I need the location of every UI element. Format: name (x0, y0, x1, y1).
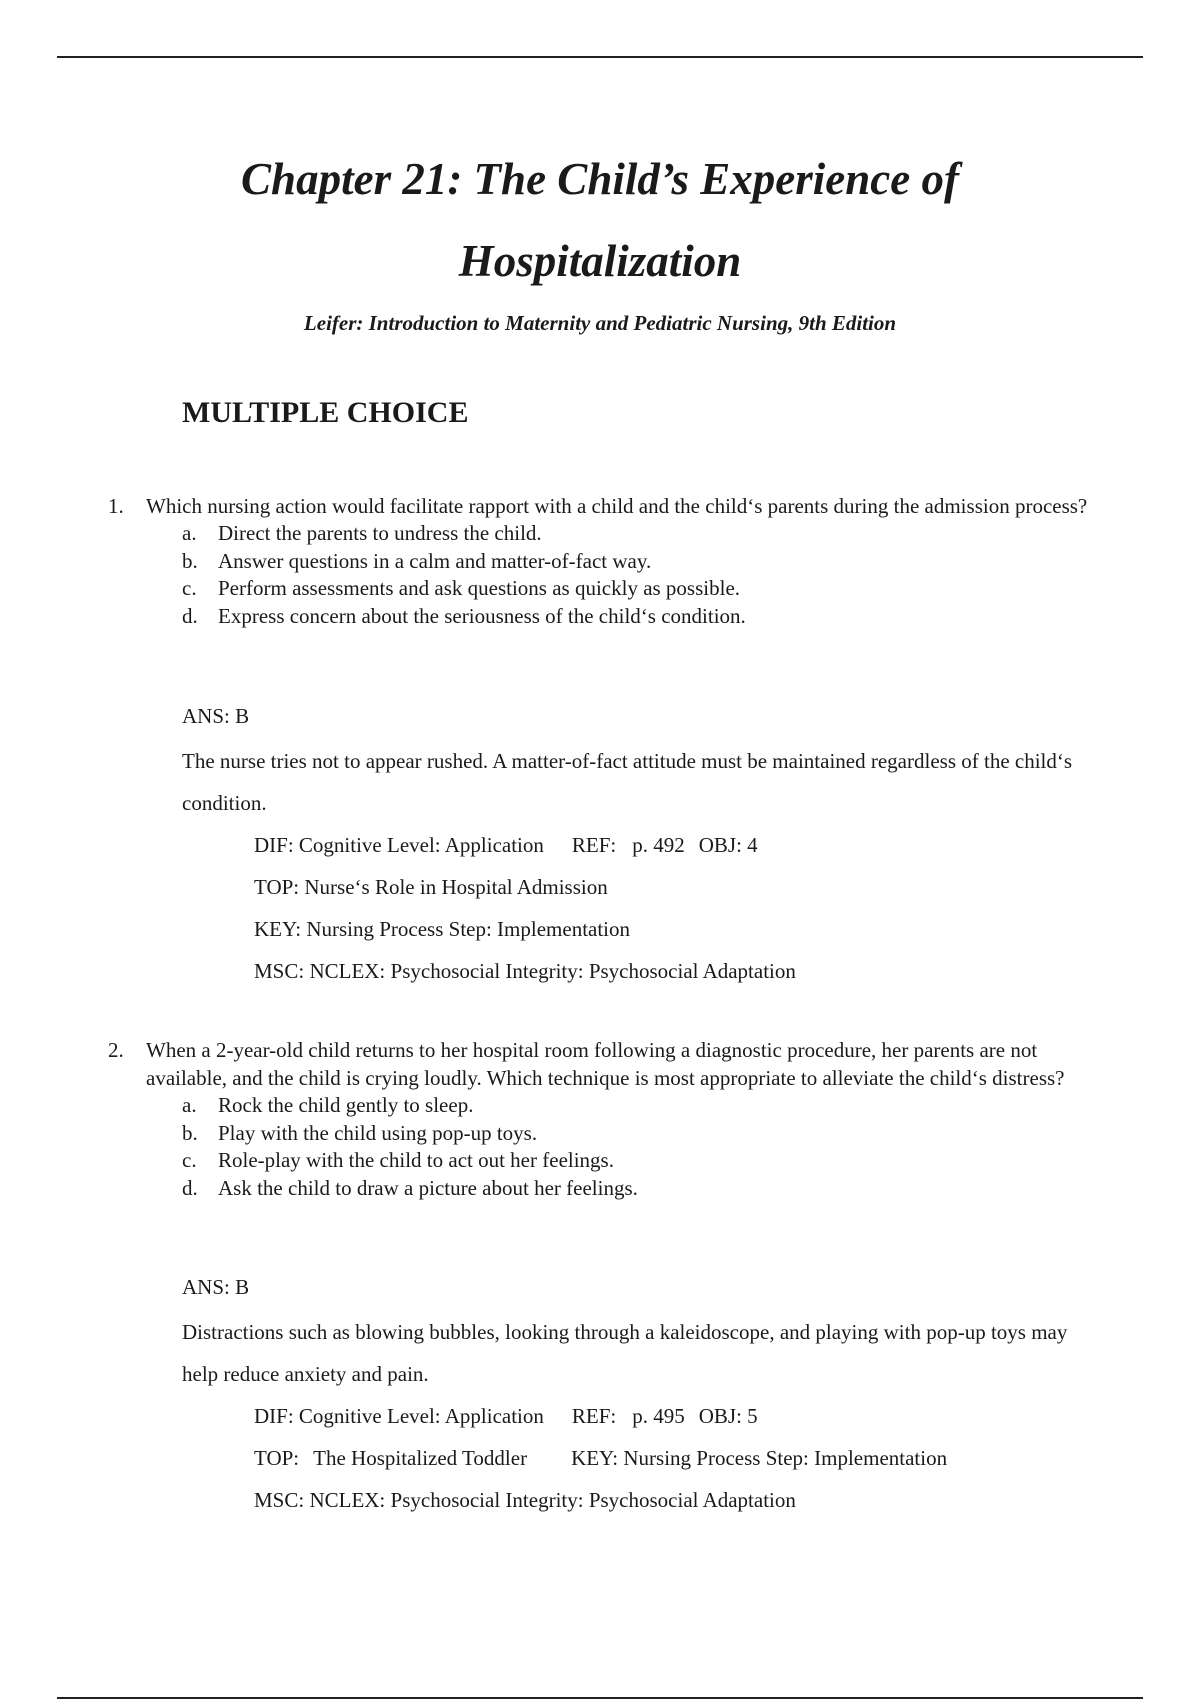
option-letter: b. (182, 1120, 198, 1145)
meta-row-top-key (254, 1437, 1088, 1479)
answer-options (108, 520, 1088, 630)
option-letter: a. (182, 521, 197, 545)
keyword: KEY: Nursing Process Step: Implementation (571, 1446, 948, 1470)
top-divider (57, 56, 1143, 58)
question-text: Which nursing action would facilitate rapport with a child and the child‘s parents during the admission process? (146, 494, 1088, 518)
question-number: 1. (108, 494, 124, 518)
chapter-title-line-2: Hospitalization (458, 236, 742, 286)
reference-label: REF: (571, 833, 617, 857)
option-text: Role-play with the child to act out her feelings. (218, 1148, 614, 1172)
answer-key: ANS: B (182, 704, 250, 728)
option-letter: d. (182, 1175, 198, 1200)
chapter-title-line-1: Chapter 21: The Child’s Experience of (241, 154, 959, 204)
option-letter: d. (182, 603, 198, 628)
option-letter: b. (182, 548, 198, 573)
reference-label: REF: (571, 1404, 617, 1428)
option-text: Ask the child to draw a picture about her feelings. (218, 1175, 638, 1200)
answer-rationale: Distractions such as blowing bubbles, looking through a kaleidoscope, and playing with pop-up toys may help reduce anxiety and pain. (182, 1320, 1068, 1386)
option-d (182, 1175, 1088, 1203)
nclex-category: MSC: NCLEX: Psychosocial Integrity: Psychosocial Adaptation (254, 959, 796, 983)
chapter-title (0, 138, 1200, 302)
topic-label: TOP: (254, 1446, 300, 1470)
question-metadata (182, 824, 1088, 992)
answer-block-2 (182, 1273, 1088, 1521)
answer-block-1 (182, 702, 1088, 992)
question-stem (108, 492, 1088, 520)
question-number: 2. (108, 1038, 124, 1062)
answer-key: ANS: B (182, 1275, 250, 1299)
reference-page: p. 492 (632, 833, 685, 857)
question-1 (108, 492, 1088, 630)
reference-page: p. 495 (632, 1404, 685, 1428)
meta-row-dif-ref-obj (254, 824, 1088, 866)
question-metadata (182, 1395, 1088, 1521)
option-d (182, 603, 1088, 631)
option-text: Play with the child using pop-up toys. (218, 1120, 538, 1145)
bottom-divider (57, 1697, 1143, 1699)
question-2 (108, 1036, 1088, 1202)
option-letter: c. (182, 576, 197, 600)
objective: OBJ: 4 (698, 833, 758, 857)
option-text: Express concern about the seriousness of the child‘s condition. (218, 603, 746, 628)
option-c (182, 575, 1088, 603)
answer-rationale: The nurse tries not to appear rushed. A matter-of-fact attitude must be maintained regardless of the child‘s condition. (182, 749, 1073, 815)
answer-options (108, 1092, 1088, 1202)
book-subtitle: Leifer: Introduction to Maternity and Pediatric Nursing, 9th Edition (303, 311, 897, 335)
question-stem (108, 1036, 1088, 1092)
difficulty: DIF: Cognitive Level: Application (254, 1404, 544, 1428)
option-text: Direct the parents to undress the child. (218, 521, 542, 545)
meta-row-dif-ref-obj (254, 1395, 1088, 1437)
option-a (182, 1092, 1088, 1120)
option-letter: a. (182, 1093, 197, 1117)
option-b (182, 548, 1088, 576)
nclex-category: MSC: NCLEX: Psychosocial Integrity: Psychosocial Adaptation (254, 1488, 796, 1512)
question-text: When a 2-year-old child returns to her hospital room following a diagnostic procedure, her parents are not available, and the child is crying loudly. Which technique is most appropriate to alleviate the child‘s distress? (146, 1038, 1065, 1090)
section-heading: MULTIPLE CHOICE (182, 396, 469, 429)
option-b (182, 1120, 1088, 1148)
option-a (182, 520, 1088, 548)
option-text: Answer questions in a calm and matter-of-fact way. (218, 548, 652, 573)
option-letter: c. (182, 1148, 197, 1172)
objective: OBJ: 5 (698, 1404, 758, 1428)
keyword: KEY: Nursing Process Step: Implementation (254, 917, 631, 941)
option-text: Perform assessments and ask questions as quickly as possible. (218, 576, 741, 600)
topic-value: The Hospitalized Toddler (313, 1446, 528, 1470)
difficulty: DIF: Cognitive Level: Application (254, 833, 544, 857)
option-c (182, 1147, 1088, 1175)
option-text: Rock the child gently to sleep. (218, 1093, 474, 1117)
topic: TOP: Nurse‘s Role in Hospital Admission (254, 875, 608, 899)
